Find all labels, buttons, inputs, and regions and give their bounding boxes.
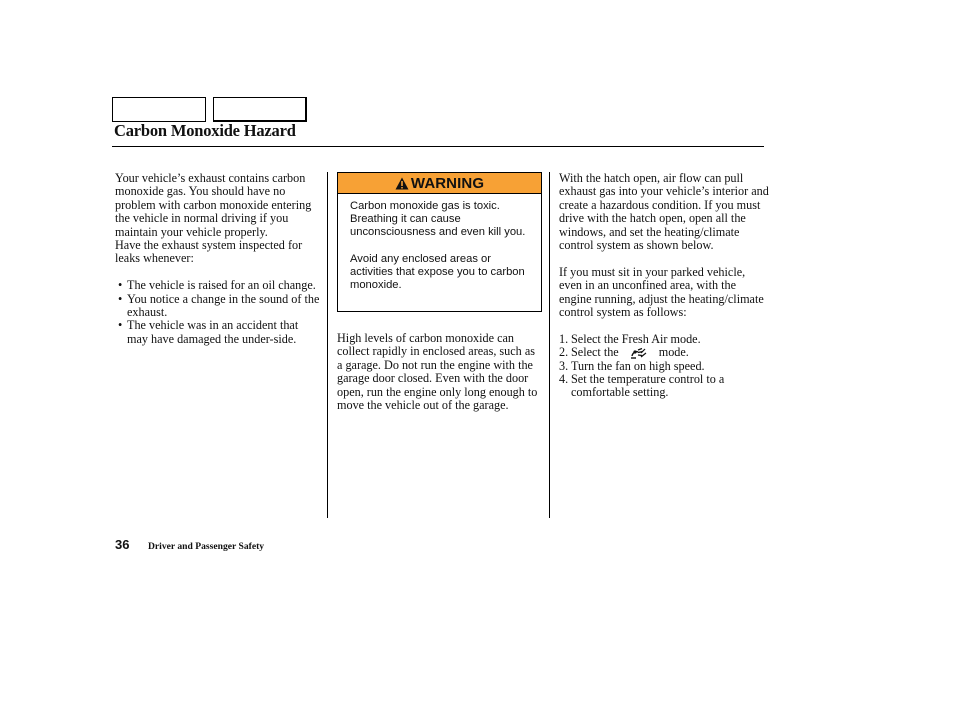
list-item: • The vehicle was in an accident that may have damaged the under-side. — [118, 318, 299, 346]
column-divider — [327, 172, 328, 518]
section-tab-box — [112, 97, 206, 122]
list-item: 1. Select the Fresh Air mode. — [559, 331, 701, 346]
garage-paragraph: High levels of carbon monoxide can collect rapidly in enclosed areas, such as a garage. Do not run the engine with the garage door closed. Even with the door open, run the engine only long enough to move the vehicle out of the garage. — [337, 331, 538, 413]
list-item: 4. Set the temperature control to a comfortable setting. — [559, 372, 725, 400]
title-divider — [112, 146, 764, 147]
list-item: • You notice a change in the sound of the exhaust. — [118, 291, 320, 320]
warning-box — [337, 172, 542, 312]
middle-column — [337, 332, 542, 412]
warning-triangle-icon — [395, 177, 409, 190]
list-item: 2. Select the mode. — [559, 345, 689, 360]
section-tab-box-active — [213, 97, 307, 122]
vent-mode-icon — [629, 347, 647, 359]
warning-text: Carbon monoxide gas is toxic. Breathing it can cause unconsciousness and even kill you. — [350, 200, 526, 239]
inspection-prompt: Have the exhaust system inspected for leaks whenever: — [115, 238, 303, 266]
hatch-paragraph: With the hatch open, air flow can pull exhaust gas into your vehicle’s interior and create a hazardous condition. If you must drive with the hatch open, open all the windows, and set the heating/climate control system as shown below. — [559, 171, 769, 253]
list-item: 3. Turn the fan on high speed. — [559, 358, 705, 373]
page-number: 36 — [115, 537, 130, 552]
page-title: Carbon Monoxide Hazard — [114, 121, 296, 140]
warning-body — [338, 194, 541, 292]
steps-list — [559, 333, 769, 400]
left-column — [115, 172, 320, 346]
footer-section-label: Driver and Passenger Safety — [148, 541, 265, 552]
list-item: • The vehicle is raised for an oil change. — [118, 278, 316, 293]
column-divider — [549, 172, 550, 518]
right-column — [559, 172, 769, 400]
warning-text: Avoid any enclosed areas or activities that expose you to carbon monoxide. — [350, 252, 525, 292]
warning-label: WARNING — [410, 174, 485, 192]
parked-paragraph: If you must sit in your parked vehicle, even in an unconfined area, with the engine running, adjust the heating/climate control system as follows: — [559, 264, 764, 320]
intro-paragraph: Your vehicle’s exhaust contains carbon monoxide gas. You should have no problem with carbon monoxide entering the vehicle in normal driving if you maintain your vehicle properly. — [115, 171, 312, 239]
inspection-list — [115, 279, 320, 346]
warning-header — [338, 173, 541, 194]
